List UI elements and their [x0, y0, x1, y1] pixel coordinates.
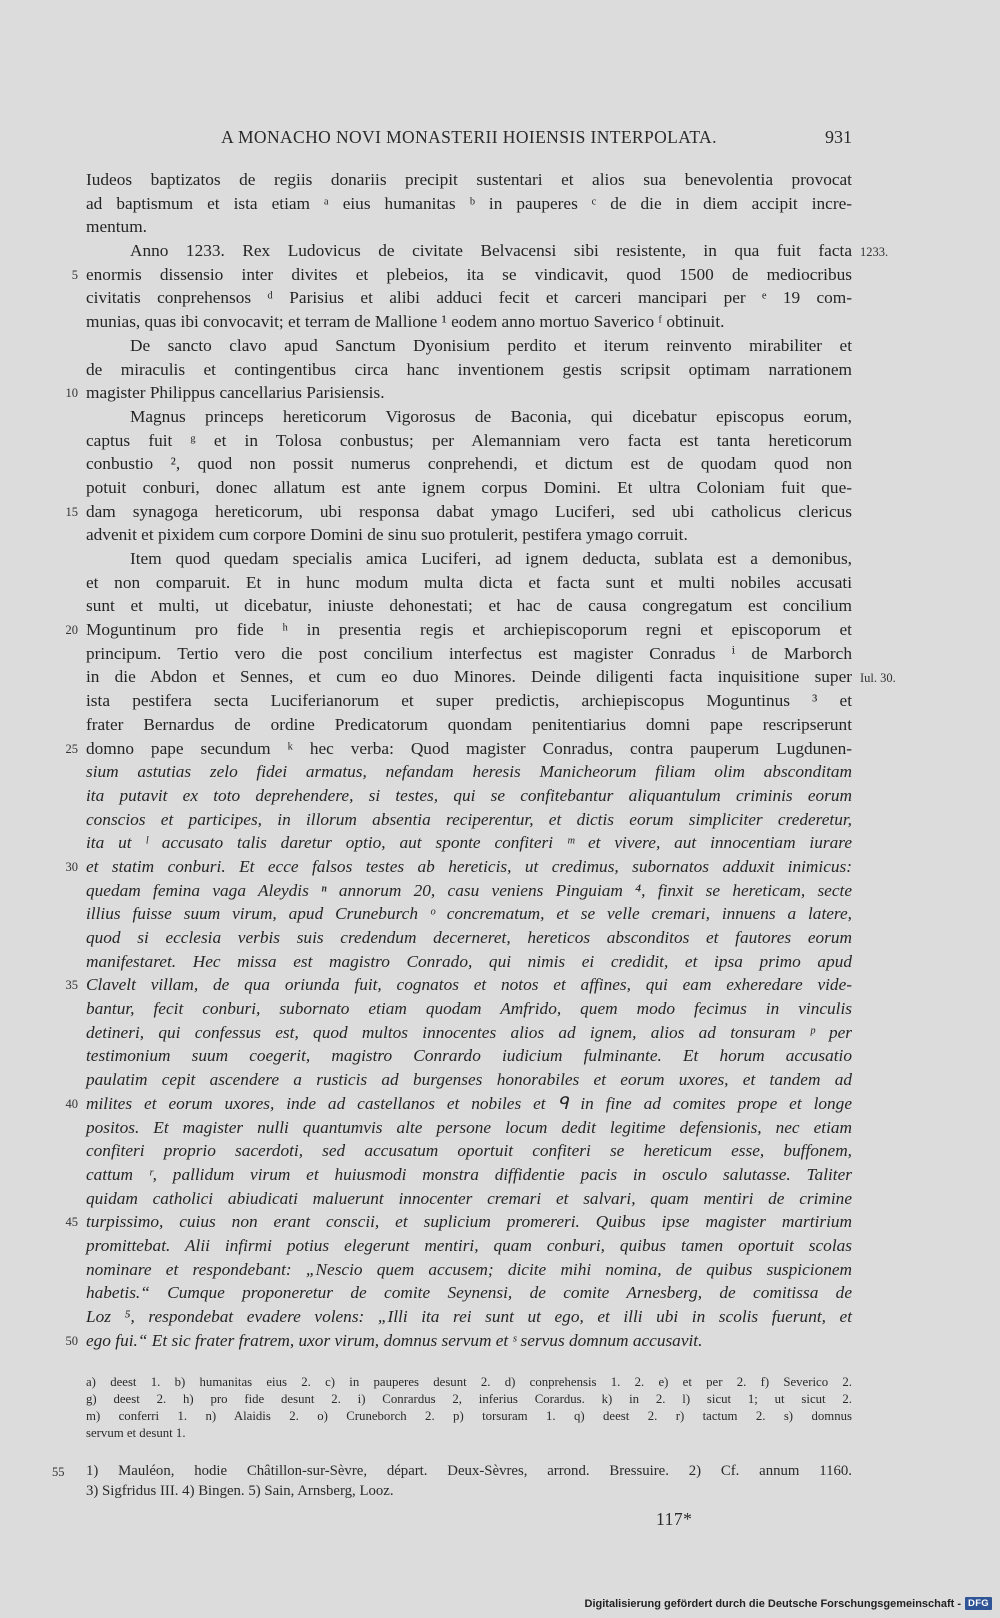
line-text: Moguntinum pro fide ʰ in presentia regis et archiepiscoporum regni et episcoporum et [86, 620, 852, 640]
text-line [86, 523, 852, 547]
text-line [65, 1329, 852, 1353]
line-text: de miraculis et contingentibus circa hanc inventionem gestis scripsit optimam narrationem [86, 359, 852, 379]
text-line [86, 1068, 852, 1092]
line-text: in die Abdon et Sennes, et cum eo duo Minores. Deinde diligenti facta inquisitione super [86, 667, 852, 687]
text-line [65, 855, 852, 879]
line-text: frater Bernardus de ordine Predicatorum quondam penitentiarius domni pape rescripserunt [86, 714, 852, 734]
line-text: quedam femina vaga Aleydis ⁿ annorum 20, casu veniens Pinguiam ⁴, finxit se hereticam, secte [86, 880, 852, 900]
line-text: conbustio ², quod non possit numerus conprehendi, et dictum est de quodam quod non [86, 454, 852, 474]
line-text: ego fui.“ Et sic frater fratrem, uxor virum, domnus servum et ˢ servus domnum accusavit. [86, 1330, 703, 1350]
text-line [86, 239, 889, 263]
line-text: potuit conburi, donec allatum est ante ignem corpus Domini. Et ultra Coloniam fuit que- [86, 477, 852, 497]
line-text: sium astutias zelo fidei armatus, nefandam heresis Manicheorum filiam olim absconditam [86, 762, 852, 782]
marginal-note: 1233. [860, 245, 889, 260]
line-number: 10 [65, 386, 78, 401]
line-text: illius fuisse suum virum, apud Cruneburch ᵒ concrematum, et se velle cremari, innuens a latere, [86, 904, 852, 924]
text-line [86, 1044, 852, 1068]
line-text: enormis dissensio inter divites et plebeios, ita se vindicavit, quod 1500 de mediocribus [86, 264, 852, 284]
text-line [86, 310, 852, 334]
note-line [52, 1462, 852, 1482]
line-text: ista pestifera secta Luciferianorum et super predictis, archiepiscopus Moguntinus ³ et [86, 691, 852, 711]
line-text: captus fuit ᵍ et in Tolosa conbustus; per Alemanniam vero facta est tanta hereticorum [86, 430, 852, 450]
line-text: turpissimo, cuius non erant conscii, et suplicium promereri. Quibus ipse magister martirium [86, 1212, 852, 1232]
line-text: Item quod quedam specialis amica Luciferi, ad ignem deducta, sublata est a demonibus, [130, 549, 852, 568]
line-text: promittebat. Alii infirmi potius elegerunt mentiri, quam conburi, quibus tamen oportuit scolas [86, 1235, 852, 1255]
line-text: habetis.“ Cumque proponeretur de comite Seynensi, de comite Arnesberg, de comitissa de [86, 1283, 852, 1303]
line-text: paulatim cepit ascendere a rusticis ad burgenses honorabiles et eorum uxores, et tandem ad [86, 1070, 852, 1090]
text-line [86, 950, 852, 974]
line-text: ita ut ˡ accusato talis daretur optio, aut sponte confiteri ᵐ et vivere, aut innocentiam iurare [86, 833, 852, 853]
text-line [65, 500, 852, 524]
text-line [86, 1305, 852, 1329]
line-text: Magnus princeps hereticorum Vigorosus de Baconia, qui dicebatur episcopus eorum, [130, 406, 852, 426]
line-text: ita putavit ex toto deprehendere, si testes, qui se confitebantur aliquantulum criminis eorum [86, 785, 852, 805]
line-text: ad baptismum et ista etiam ᵃ eius humanitas ᵇ in pauperes ᶜ de die in diem accipit incre- [86, 193, 852, 213]
line-text: conscios et participes, in illorum absentia reciperentur, et dictis eorum simpliciter crederetur, [86, 809, 852, 829]
running-head [86, 127, 852, 151]
text-line [86, 547, 852, 571]
note-line [86, 1482, 852, 1502]
line-text: positos. Et magister nulli quantumvis alte persone locum dedit legitime defensionis, nec etiam [86, 1117, 852, 1137]
text-line [86, 926, 852, 950]
line-text: et non comparuit. Et in hunc modum multa dicta et facta sunt et multi nobiles accusati [86, 572, 852, 592]
text-line [86, 452, 852, 476]
text-line [86, 571, 852, 595]
digitization-credit [585, 1597, 992, 1610]
line-text: detineri, qui confessus est, quod multos innocentes alios ad ignem, alios ad tonsuram ᵖ per [86, 1022, 852, 1042]
line-number: 5 [71, 267, 78, 282]
text-line [86, 1163, 852, 1187]
marginal-note: Iul. 30. [860, 671, 896, 686]
line-text: Iudeos baptizatos de regiis donariis precipit sustentari et alios sua benevolentia provocat [86, 170, 852, 189]
text-line [86, 476, 852, 500]
line-number: 40 [65, 1096, 78, 1111]
line-number: 30 [65, 859, 78, 874]
line-number: 20 [65, 623, 78, 638]
line-text: testimonium suum coegerit, magistro Conrardo iudicium fulminante. Et horum accusatio [86, 1046, 852, 1066]
text-line [86, 405, 852, 429]
line-text: magister Philippus cancellarius Parisiensis. [86, 383, 385, 403]
text-line [65, 618, 852, 642]
text-line [65, 381, 852, 405]
text-line [86, 997, 852, 1021]
line-text: munias, quas ibi convocavit; et terram de Mallione ¹ eodem anno mortuo Saverico ᶠ obtinuit. [86, 312, 725, 332]
text-line [86, 831, 852, 855]
text-line [86, 358, 852, 382]
line-text: Anno 1233. Rex Ludovicus de civitate Belvacensi sibi resistente, in qua fuit facta [130, 241, 852, 261]
text-line [86, 594, 852, 618]
text-line [65, 1092, 852, 1116]
line-text: quidam catholici abiudicati maluerunt innocenter cremari et salvari, quam mentiri de crimine [86, 1188, 852, 1208]
note-text: 3) Sigfridus III. 4) Bingen. 5) Sain, Arnsberg, Looz. [86, 1482, 394, 1499]
text-line [86, 429, 852, 453]
text-line [65, 973, 852, 997]
apparatus-line: servum et desunt 1. [86, 1426, 186, 1440]
line-text: advenit et pixidem cum corpore Domini de sinu suo protulerit, pestifera ymago corruit. [86, 525, 688, 545]
text-line [86, 879, 852, 903]
text-line [71, 263, 852, 287]
text-line [86, 192, 852, 216]
text-line [86, 902, 852, 926]
text-line [86, 1187, 852, 1211]
text-line [86, 1021, 852, 1045]
line-text: dam synagoga hereticorum, ubi responsa dabat ymago Luciferi, sed ubi catholicus clericus [86, 501, 852, 521]
text-line [86, 689, 852, 713]
page-number: 931 [825, 127, 852, 147]
line-text: sunt et multi, ut dicebatur, iniuste dehonestati; et hac de causa congregatum est concilium [86, 596, 852, 616]
line-text: nominare et respondebant: „Nescio quem accusem; dicite mihi nomina, de quibus suspicionem [86, 1259, 852, 1279]
line-text: bantur, fecit conburi, subornato etiam quodam Amfrido, quem modo fecimus in vinculis [86, 999, 852, 1019]
line-number: 35 [65, 978, 78, 993]
line-number: 55 [52, 1465, 65, 1479]
line-text: De sancto clavo apud Sanctum Dyonisium perdito et iterum reinvento mirabiliter et [130, 335, 852, 355]
text-line [86, 642, 852, 666]
line-text: cattum ʳ, pallidum virum et huiusmodi monstra diffidentie pacis in osculo salutasse. Taliter [86, 1164, 852, 1184]
text-line [86, 808, 852, 832]
text-line [86, 784, 852, 808]
apparatus-line: m) conferri 1. n) Alaidis 2. o) Cruneborch 2. p) torsuram 1. q) deest 2. r) tactum 2. s) domnus [86, 1409, 852, 1423]
note-text: 1) Mauléon, hodie Châtillon-sur-Sèvre, départ. Deux-Sèvres, arrond. Bressuire. 2) Cf. annum 1160. [86, 1463, 852, 1479]
text-line [86, 286, 852, 310]
text-line [86, 1139, 852, 1163]
apparatus-line: g) deest 2. h) pro fide desunt 2. i) Conrardus 2, inferius Corardus. k) in 2. l) sicut 1; ut sicut 2. [86, 1392, 852, 1406]
line-text: Loz ⁵, respondebat evadere volens: „Illi ita rei sunt ut ego, et illi ubi in scolis fuerunt, et [86, 1307, 852, 1326]
line-number: 45 [65, 1215, 78, 1230]
signature-mark: 117* [656, 1509, 693, 1529]
line-text: confiteri proprio sacerdoti, sed accusatum oportuit confiteri se hereticum esse, buffonem, [86, 1141, 852, 1161]
explanatory-notes [52, 1462, 852, 1501]
page-title: A MONACHO NOVI MONASTERII HOIENSIS INTERPOLATA. [221, 127, 717, 147]
dfg-logo-icon: DFG [965, 1597, 992, 1610]
line-text: principum. Tertio vero die post concilium interfectus est magister Conradus ⁱ de Marborch [86, 643, 852, 663]
line-text: milites et eorum uxores, inde ad castellanos et nobiles et ᑫ in fine ad comites prope et longe [86, 1093, 852, 1113]
text-line [86, 1116, 852, 1140]
text-line [86, 168, 852, 192]
text-line [65, 1210, 852, 1234]
main-text [65, 168, 896, 1352]
line-number: 25 [65, 741, 78, 756]
text-line [65, 737, 852, 761]
line-text: mentum. [86, 217, 147, 237]
text-line [86, 760, 852, 784]
line-number: 15 [65, 504, 78, 519]
text-line [86, 1234, 852, 1258]
text-line [86, 1258, 852, 1282]
line-text: et statim conburi. Et ecce falsos testes ab hereticis, ut credimus, subornatos adduxit inimicus: [86, 856, 852, 876]
text-line [86, 334, 852, 358]
line-text: civitatis conprehensos ᵈ Parisius et alibi adduci fecit et carceri mancipari per ᵉ 19 com- [86, 288, 852, 308]
line-text: domno pape secundum ᵏ hec verba: Quod magister Conradus, contra pauperum Lugdunen- [86, 738, 852, 758]
text-line [86, 665, 896, 689]
critical-apparatus [86, 1374, 852, 1442]
text-line [86, 713, 852, 737]
text-line [86, 1281, 852, 1305]
line-number: 50 [65, 1333, 78, 1348]
apparatus-line: a) deest 1. b) humanitas eius 2. c) in pauperes desunt 2. d) conprehensis 1. 2. e) et per 2. f) Severico 2. [86, 1375, 852, 1389]
line-text: Clavelt villam, de qua oriunda fuit, cognatos et notos et affines, qui eam exheredare vide- [86, 975, 852, 995]
line-text: manifestaret. Hec missa est magistro Conrado, qui nimis ei credidit, et ipsa primo apud [86, 951, 852, 971]
line-text: quod si ecclesia verbis suis credendum decerneret, hereticos absconditos et fautores eorum [86, 928, 852, 947]
text-line [86, 215, 852, 239]
credit-text: Digitalisierung gefördert durch die Deutsche Forschungsgemeinschaft - [584, 1597, 962, 1610]
